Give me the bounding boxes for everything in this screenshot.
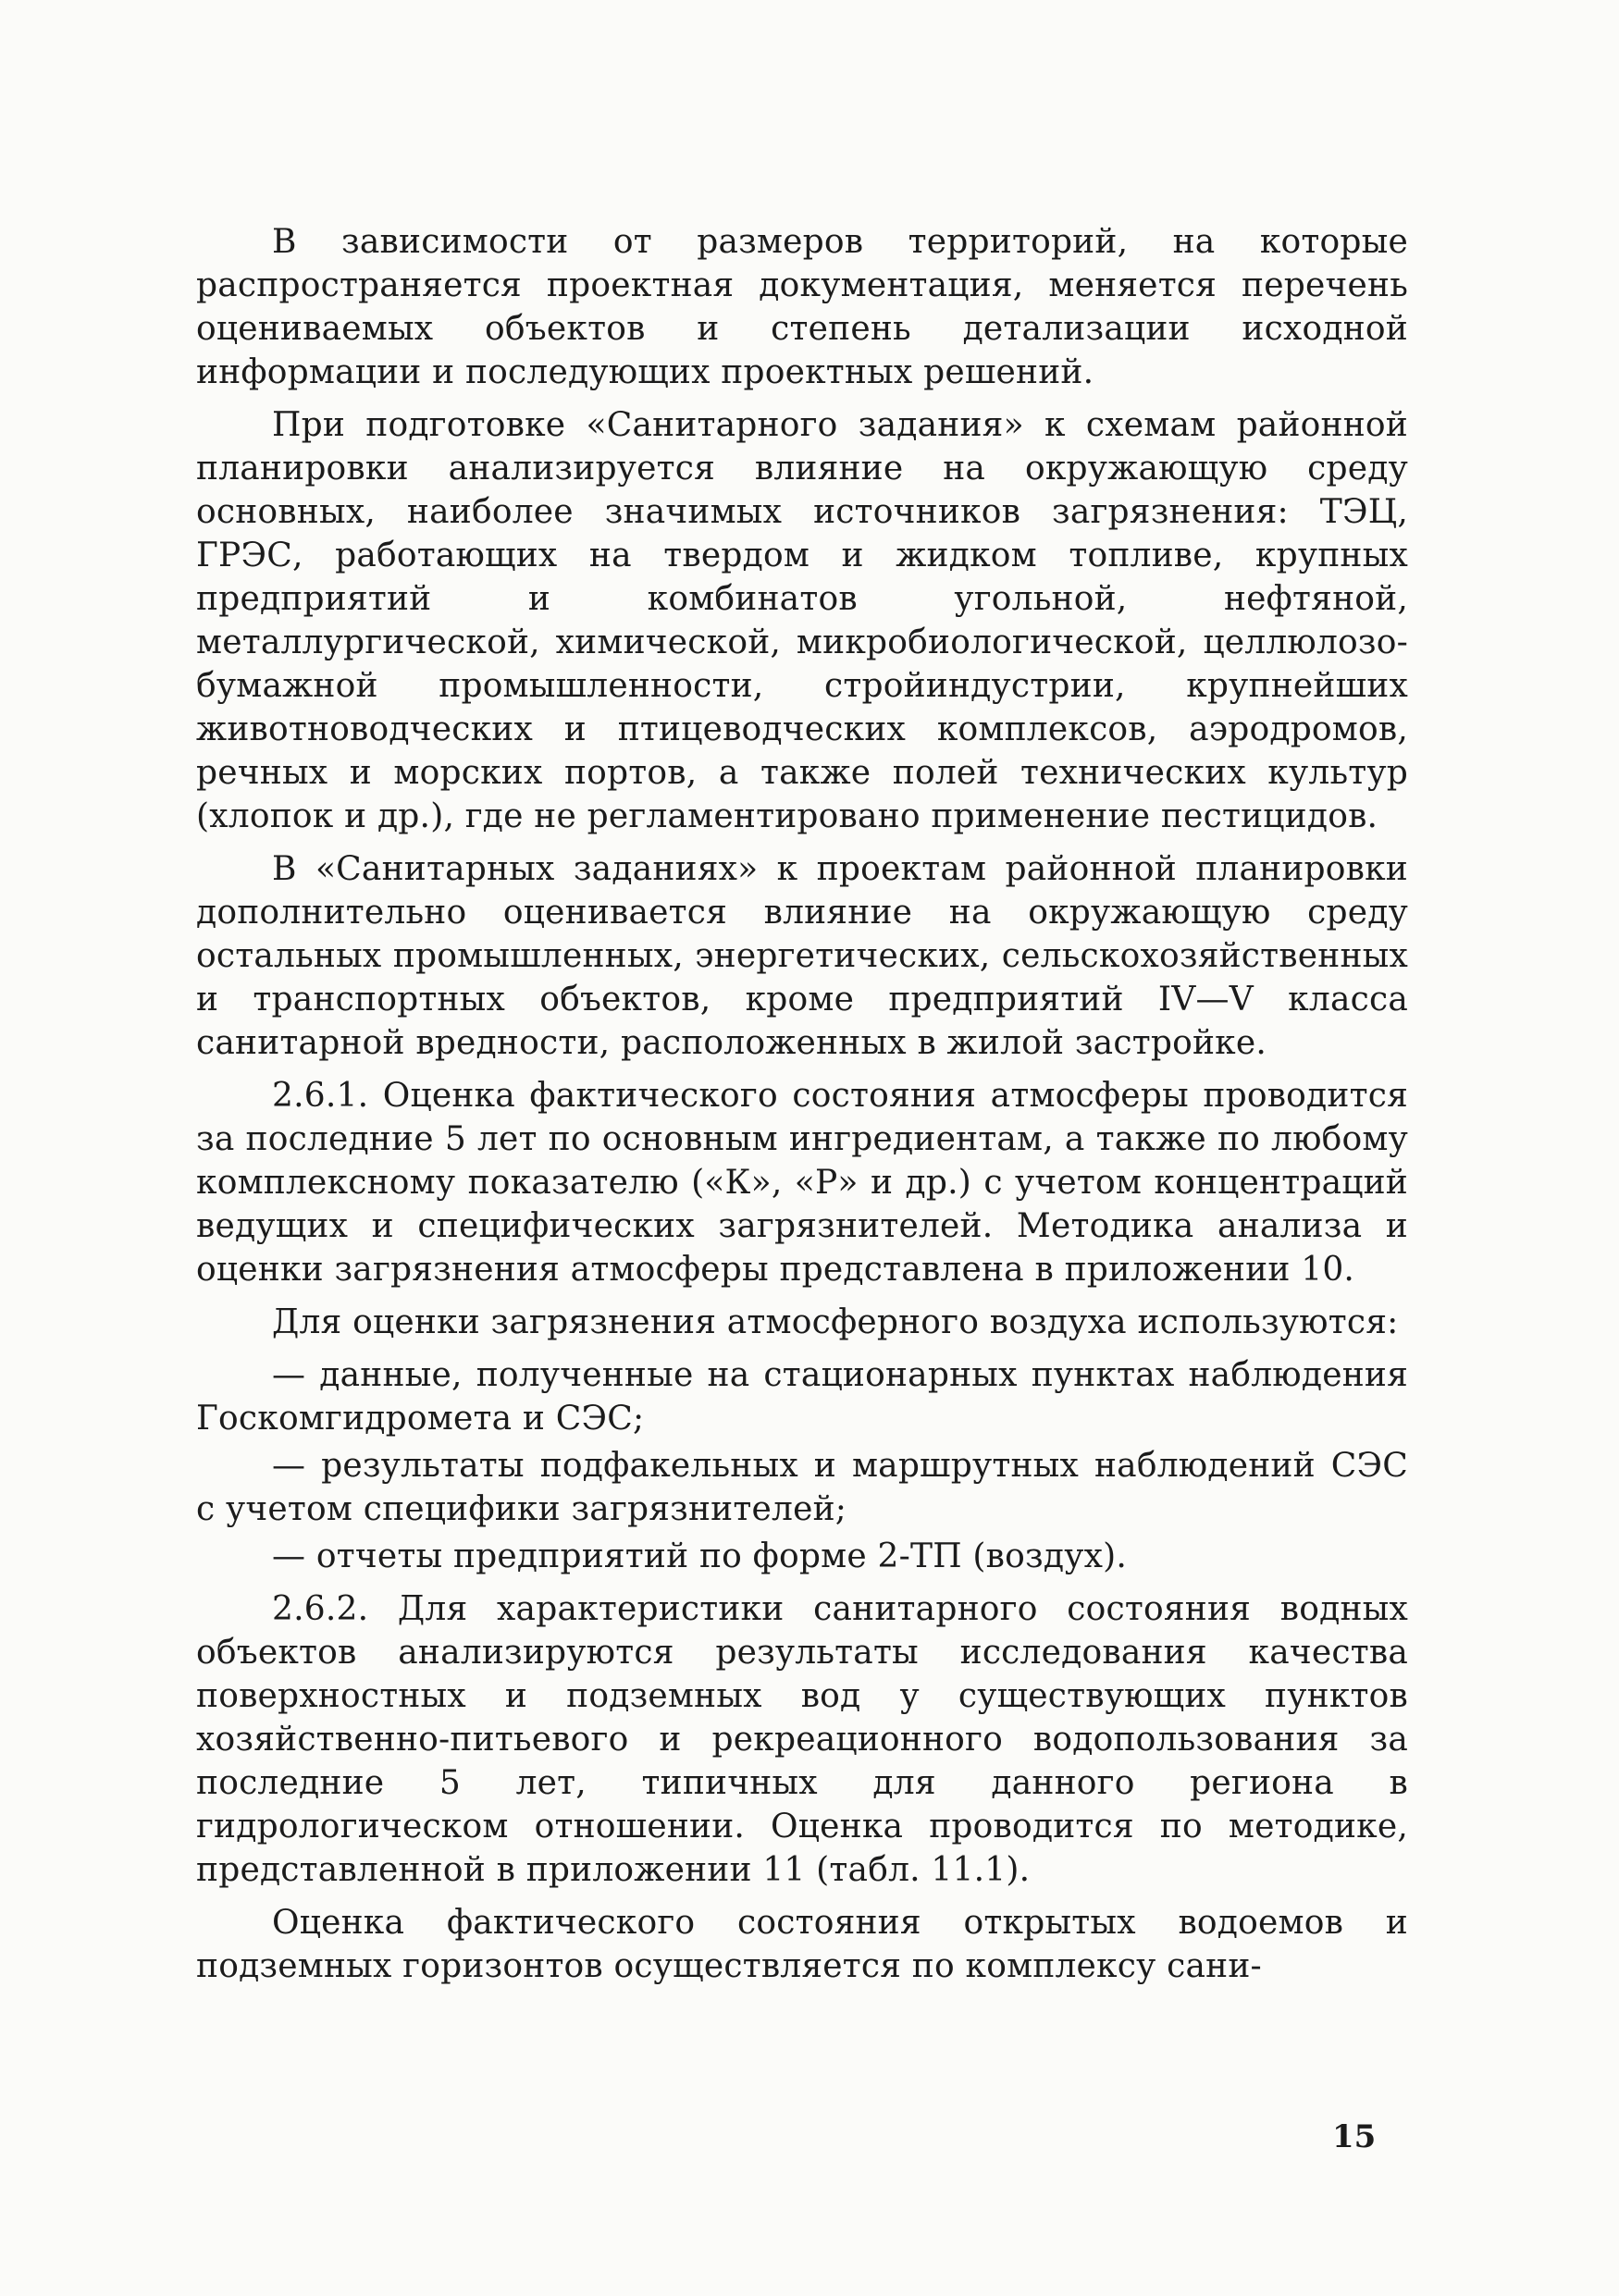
paragraph-water-assessment: Оценка фактического состояния открытых водоемов и подземных горизонтов осуществляется по комплексу сани- <box>196 1904 1408 1985</box>
paragraph-2-6-2: 2.6.2. Для характеристики санитарного состояния водных объектов анализируются результаты исследования качества поверхностных и подземных вод у существующих пунктов хозяйственно-питьевого и рекреационного водопользования за последние 5 лет, типичных для данного региона в гидрологическом отношении. Оценка проводится по методике, представленной в приложении 11 (табл. 11.1). <box>196 1590 1408 1889</box>
paragraph-intro: В зависимости от размеров территорий, на которые распространяется проектная документация, меняется перечень оцениваемых объектов и степень детализации исходной информации и последующих проектных решений. <box>196 223 1408 391</box>
list-item-enterprise-reports: — отчеты предприятий по форме 2-ТП (воздух). <box>272 1537 1127 1575</box>
page-number: 15 <box>1332 2118 1377 2155</box>
paragraph-2-6-1: 2.6.1. Оценка фактического состояния атмосферы проводится за последние 5 лет по основным ингредиентам, а также по любому комплексному показателю («К», «Р» и др.) с учетом концентраций ведущих и специфических загрязнителей. Методика анализа и оценки загрязнения атмосферы представлена в приложении 10. <box>196 1077 1408 1289</box>
list-item-route-observations: — результаты подфакельных и маршрутных наблюдений СЭС с учетом специфики загрязнителей; <box>196 1447 1408 1528</box>
paragraph-air-sources-intro: Для оценки загрязнения атмосферного воздуха используются: <box>272 1303 1399 1341</box>
paragraph-sanitary-tasks: В «Санитарных заданиях» к проектам районной планировки дополнительно оценивается влияние на окружающую среду остальных промышленных, энергетических, сельскохозяйственных и транспортных объектов, кроме предприятий IV—V класса санитарной вредности, расположенных в жилой застройке. <box>196 850 1408 1062</box>
body-text <box>196 220 1408 1997</box>
paragraph-district-planning: При подготовке «Санитарного задания» к схемам районной планировки анализируется влияние на окружающую среду основных, наиболее значимых источников загрязнения: ТЭЦ, ГРЭС, работающих на твердом и жидком топливе, крупных предприятий и комбинатов угольной, нефтяной, металлургической, химической, микробиологической, целлюлозо-бумажной промышленности, стройиндустрии, крупнейших животноводческих и птицеводческих комплексов, аэродромов, речных и морских портов, а также полей технических культур (хлопок и др.), где не регламентировано применение пестицидов. <box>196 406 1408 835</box>
list-item-stationary-data: — данные, полученные на стационарных пунктах наблюдения Госкомгидромета и СЭС; <box>196 1356 1408 1438</box>
